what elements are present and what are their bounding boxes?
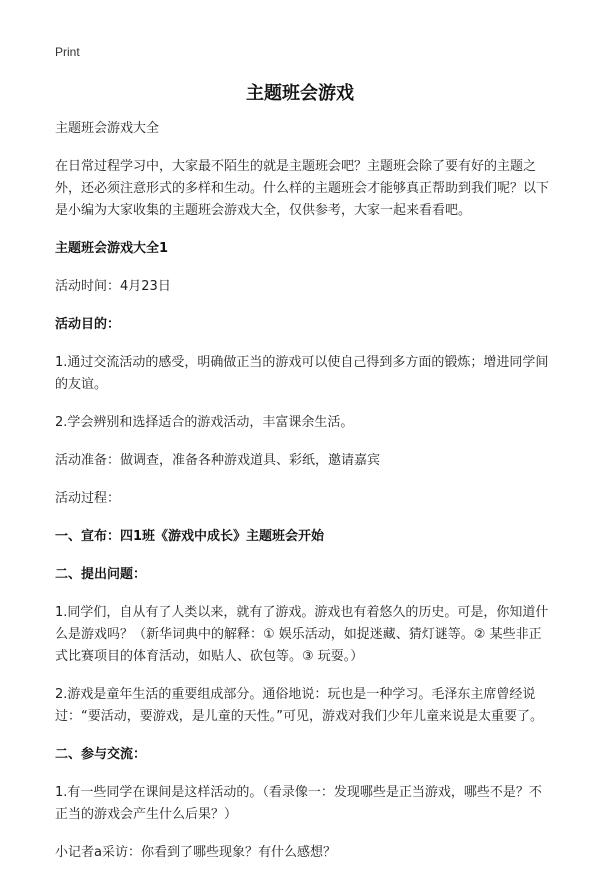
question-item-1: 1.同学们，自从有了人类以来，就有了游戏。游戏也有着悠久的历史。可是，你知道什么是游戏吗？（新华词典中的解释：① 娱乐活动，如捉迷藏、猜灯谜等。② 某些非正式比赛项目的体育活动，如贴人、砍包等。③ 玩耍。） — [55, 605, 549, 664]
intro-paragraph: 在日常过程学习中，大家最不陌生的就是主题班会吧？主题班会除了要有好的主题之外，还必须注意形式的多样和生动。什么样的主题班会才能够真正帮助到我们呢？以下是小编为大家收集的主题班会游戏大全，仅供参考，大家一起来看看吧。 — [55, 159, 550, 218]
step-announce-heading: 一、宣布：四1班《游戏中成长》主题班会开始 — [55, 529, 325, 544]
print-link[interactable]: Print — [55, 45, 80, 59]
reporter-paragraph: 小记者a采访：你看到了哪些现象？有什么感想？ — [55, 845, 336, 860]
step-question-heading: 二、提出问题： — [55, 567, 147, 582]
subtitle-paragraph: 主题班会游戏大全 — [55, 121, 160, 136]
activity-time: 活动时间：4月23日 — [55, 279, 171, 294]
article-body — [55, 118, 550, 880]
process-label: 活动过程： — [55, 491, 121, 506]
section-heading: 主题班会游戏大全1 — [55, 241, 169, 256]
question-item-2: 2.游戏是童年生活的重要组成部分。通俗地说：玩也是一种学习。毛泽东主席曾经说过：“要活动，要游戏，是儿童的天性。”可见，游戏对我们少年儿童来说是太重要了。 — [55, 687, 543, 724]
step-exchange-heading: 二、参与交流： — [55, 747, 147, 762]
page-title: 主题班会游戏 — [246, 83, 354, 104]
purpose-item-1: 1.通过交流活动的感受，明确做正当的游戏可以使自己得到多方面的锻炼；增进同学间的友谊。 — [55, 355, 549, 392]
purpose-item-2: 2.学会辨别和选择适合的游戏活动，丰富课余生活。 — [55, 415, 354, 430]
purpose-heading: 活动目的： — [55, 317, 121, 332]
preparation-paragraph: 活动准备：做调查，准备各种游戏道具、彩纸，邀请嘉宾 — [55, 453, 381, 468]
exchange-item-1: 1.有一些同学在课间是这样活动的。（看录像一：发现哪些是正当游戏，哪些不是？不正当的游戏会产生什么后果？） — [55, 785, 542, 822]
